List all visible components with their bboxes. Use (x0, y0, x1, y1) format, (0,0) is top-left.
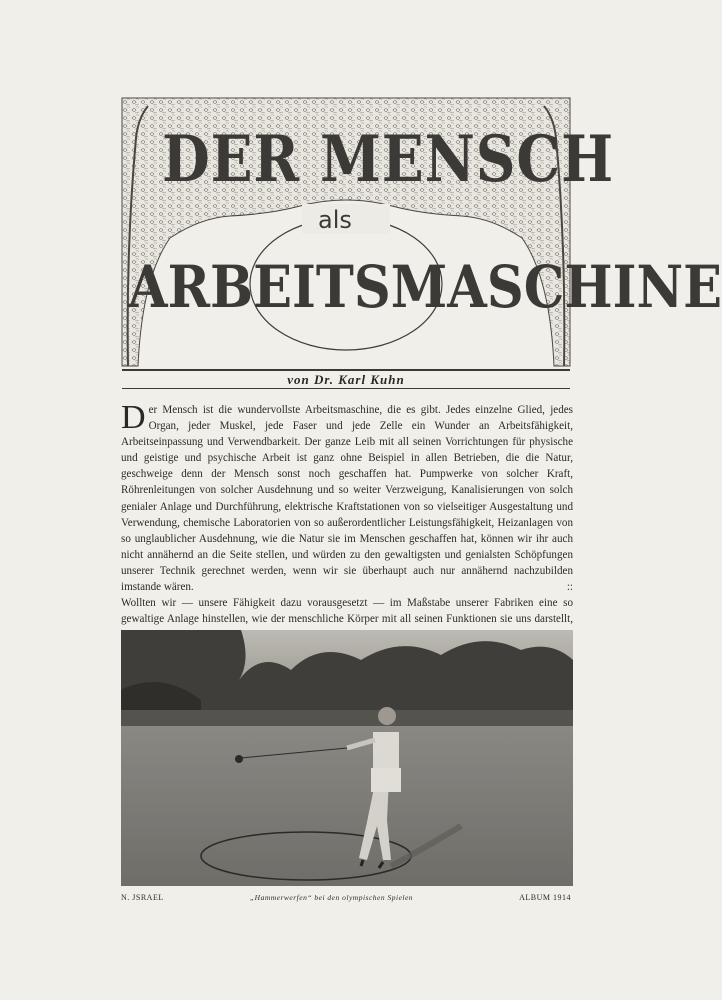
hammer-throw-photo (121, 630, 573, 886)
photo-source: ALBUM 1914 (519, 893, 571, 902)
title-header (122, 98, 722, 368)
photo-image (121, 630, 573, 886)
paragraph-1-text: er Mensch ist die wundervollste Arbeitsmaschine, die es gibt. Jedes einzelne Glied, jedes Organ, jeder Muskel, jede Faser und jede Zelle ein Wunder an Arbeitsfähigkeit, Arbeitseinpassung und Verwendbarkeit. Der ganze Leib mit all seinen Vorrichtungen für physische und geistige und psychische Arbeit ist ganz ohne Beispiel in allen Betrieben, die die Natur, geschweige denn der Mensch sonst noch geschaffen hat. Pumpwerke von solcher Kraft, Röhrenleitungen von solcher Ausdehnung und so weiter Verzweigung, Kanalisierungen von solch genialer Anlage und Durchführung, elektrische Kraftstationen von so vielseitiger Ausgestaltung und Verwendung, chemische Laboratorien von so außerordentlicher Leistungsfähigkeit, Heizanlagen von so unglaublicher Ausdehnung, wie die Natur sie im Menschen geschaffen hat, können wir ihr auch nicht annähernd an die Seite stellen, und würden zu den gewaltigsten und genialsten Schöpfungen unserer Technik gerechnet werden, wenn wir sie überhaupt auch nur annähernd nachzubilden imstande wären. (121, 404, 573, 594)
drop-cap: D (121, 399, 146, 436)
title-line-1: DER MENSCH (162, 122, 614, 197)
title-line-3: ARBEITSMASCHINE (128, 253, 722, 321)
photo-caption: „Hammerwerfen“ bei den olympischen Spielen (250, 893, 414, 902)
paragraph-1 (121, 399, 573, 595)
title-line-2: als (318, 206, 352, 234)
article-body (121, 399, 573, 643)
rule-top (122, 369, 570, 371)
byline: von Dr. Karl Kuhn (287, 372, 405, 387)
paragraph-2: Wollten wir — unsere Fähigkeit dazu vorausgesetzt — im Maßstabe unserer Fabriken eine so gewaltige Anlage hinstellen, wie der menschliche Körper mit all seinen Funktionen sie uns darstellt, (121, 597, 573, 626)
paragraph-1-mark: :: (566, 581, 573, 594)
photo-credit: N. JSRAEL (121, 893, 164, 902)
rule-bottom (122, 388, 570, 389)
